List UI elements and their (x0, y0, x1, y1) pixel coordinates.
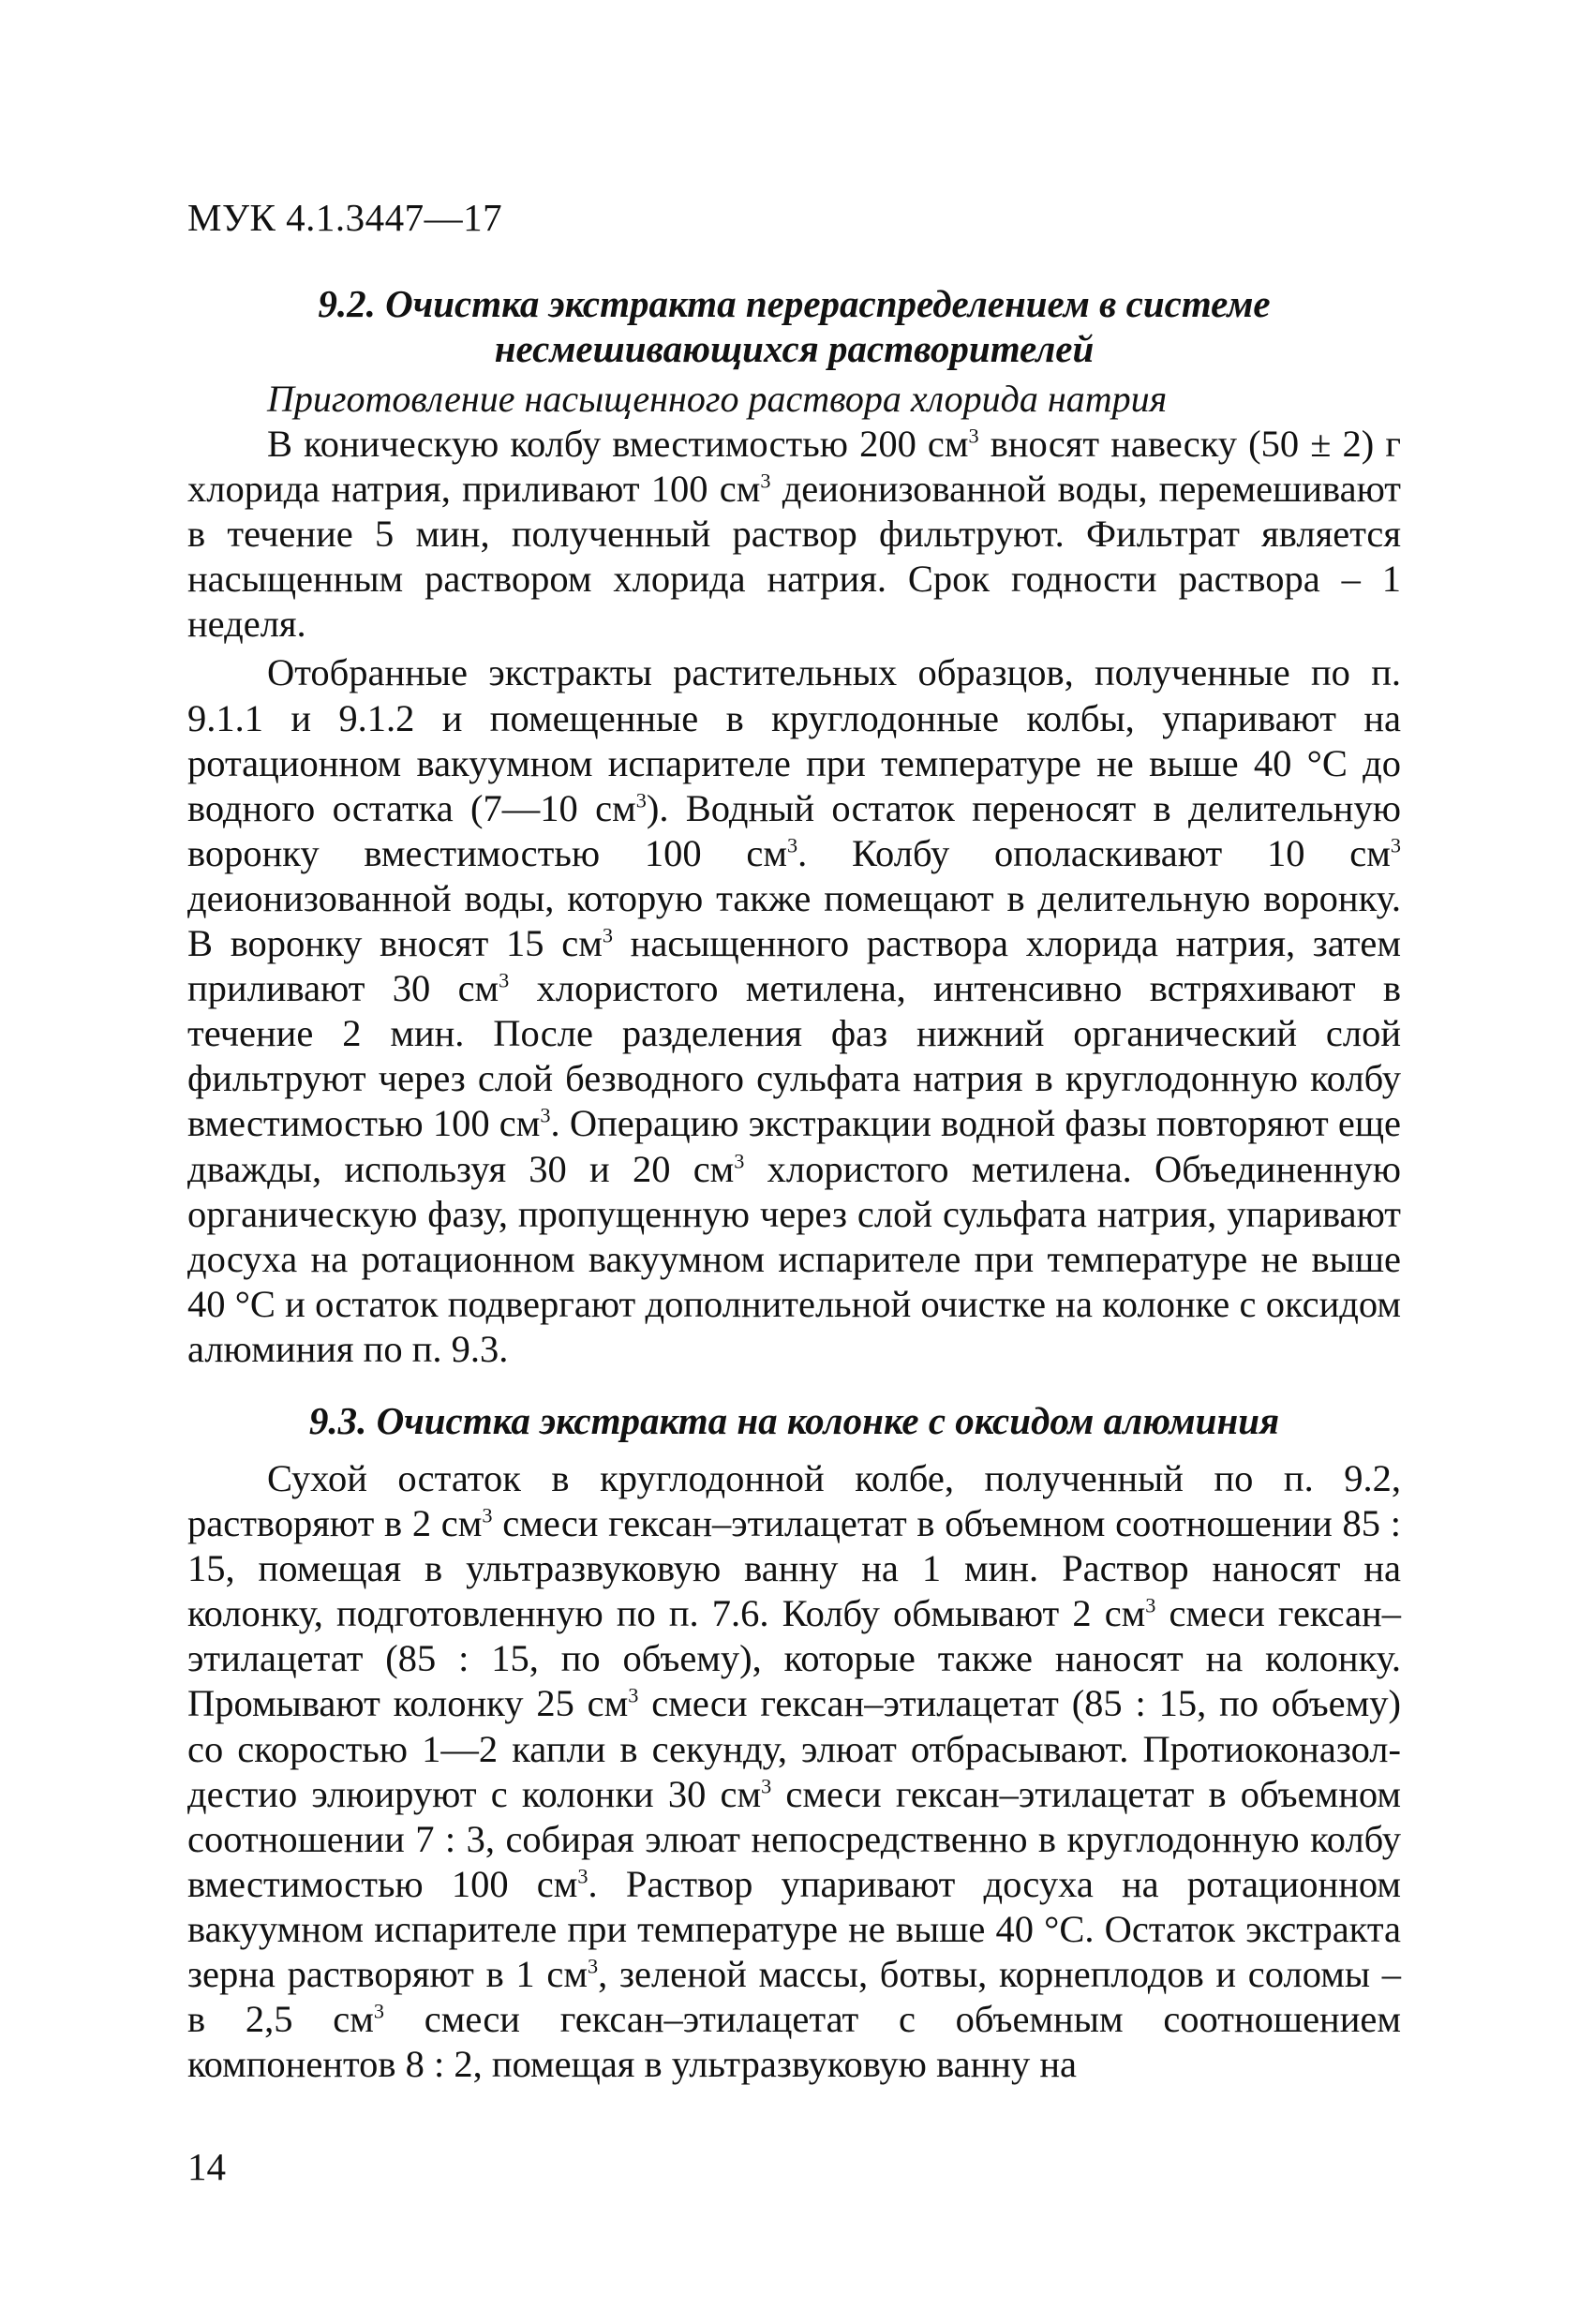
section-9-2-title (187, 281, 1401, 371)
superscript: 3 (760, 469, 771, 493)
text-run: . Колбу ополаскивают 10 см (797, 831, 1391, 874)
superscript: 3 (499, 968, 510, 992)
page-number: 14 (187, 2145, 226, 2188)
text-run: хлористого метилена. Объединенную органическую фазу, пропущенную через слой сульфата натрия, упаривают досуха на ротационном вакуумном испарителе при температуре не выше 40 °С и остаток подвергают дополнительной очистке на колонке с оксидом алюминия по п. 9.3. (187, 1147, 1401, 1370)
superscript: 3 (373, 1999, 384, 2023)
text-run: Сухой остаток в круглодонной колбе, полученный по п. 9.2, растворяют в 2 см (187, 1456, 1401, 1545)
text-run: Отобранные экстракты растительных образцов, полученные по п. 9.1.1 и 9.1.2 и помещенные в круглодонные колбы, упаривают на ротационном вакуумном испарителе при температуре не выше 40 °С до водного остатка (7—10 см (187, 651, 1401, 829)
text-run: хлористого метилена, интенсивно встряхивают в течение 2 мин. После разделения фаз нижний органический слой фильтруют через слой безводного сульфата натрия в круглодонную колбу вместимостью 100 см (187, 967, 1401, 1145)
section-9-3-paragraph-1 (187, 1456, 1401, 2087)
superscript: 3 (761, 1774, 772, 1798)
section-9-2-paragraph-2 (187, 650, 1401, 1372)
superscript: 3 (635, 788, 647, 812)
text-run: ). Водный остаток переносят в делительную воронку вместимостью 100 см (187, 786, 1401, 874)
text-run: , зеленой массы, ботвы, корнеплодов и соломы – в 2,5 см (187, 1953, 1401, 2041)
superscript: 3 (1145, 1593, 1156, 1617)
superscript: 3 (968, 424, 979, 448)
text-run: . Раствор упаривают досуха на ротационном вакуумном испарителе при температуре не выше 40 °С. Остаток экстракта зерна растворяют в 1 см (187, 1862, 1401, 1995)
superscript: 3 (588, 1954, 599, 1978)
page-content (187, 281, 1401, 2087)
superscript: 3 (482, 1503, 493, 1527)
section-9-2-paragraph-1 (187, 422, 1401, 647)
superscript: 3 (787, 833, 798, 857)
text-run: деионизованной воды, которую также помещают в делительную воронку. В воронку вносят 15 см (187, 876, 1401, 965)
section-9-2-title-line1: 9.2. Очистка экстракта перераспределением в системе (318, 282, 1271, 325)
section-9-3-title: 9.3. Очистка экстракта на колонке с оксидом алюминия (308, 1398, 1280, 1442)
text-run: насыщенного раствора хлорида натрия, затем приливают 30 см (187, 922, 1401, 1010)
text-run: . Операцию экстракции водной фазы повторяют еще дважды, используя 30 и 20 см (187, 1102, 1401, 1190)
superscript: 3 (577, 1864, 588, 1888)
section-9-2-title-line2: несмешивающихся растворителей (494, 327, 1095, 370)
document-code: МУК 4.1.3447—17 (187, 196, 503, 239)
superscript: 3 (1390, 833, 1401, 857)
superscript: 3 (602, 923, 613, 947)
superscript: 3 (540, 1103, 551, 1127)
text-run: деионизованной воды, перемешивают в течение 5 мин, полученный раствор фильтруют. Фильтрат является насыщенным раствором хлорида натрия. Срок годности раствора – 1 неделя. (187, 468, 1401, 646)
text-run: смеси гексан–этилацетат в объемном соотношении 85 : 15, помещая в ультразвуковую ванну на 1 мин. Раствор наносят на колонку, подготовленную по п. 7.6. Колбу обмывают 2 см (187, 1502, 1401, 1635)
text-run: смеси гексан–этилацетат с объемным соотношением компонентов 8 : 2, помещая в ультразвуковую ванну на (187, 1998, 1401, 2086)
superscript: 3 (628, 1683, 639, 1707)
text-run: смеси гексан–этилацетат (85 : 15, по объему) со скоростью 1—2 капли в секунду, элюат отбрасывают. Протиоконазол-дестио элюируют с колонки 30 см (187, 1682, 1401, 1815)
text-run: смеси гексан–этилацетат в объемном соотношении 7 : 3, собирая элюат непосредственно в круглодонную колбу вместимостью 100 см (187, 1772, 1401, 1905)
superscript: 3 (734, 1149, 745, 1172)
text-run: смеси гексан–этилацетат (85 : 15, по объему), которые также наносят на колонку. Промывают колонку 25 см (187, 1592, 1401, 1725)
text-run: В коническую колбу вместимостью 200 см (267, 423, 969, 465)
section-9-2-subtitle: Приготовление насыщенного раствора хлорида натрия (267, 378, 1168, 420)
text-run: вносят навеску (50 ± 2) г хлорида натрия, приливают 100 см (187, 423, 1401, 511)
